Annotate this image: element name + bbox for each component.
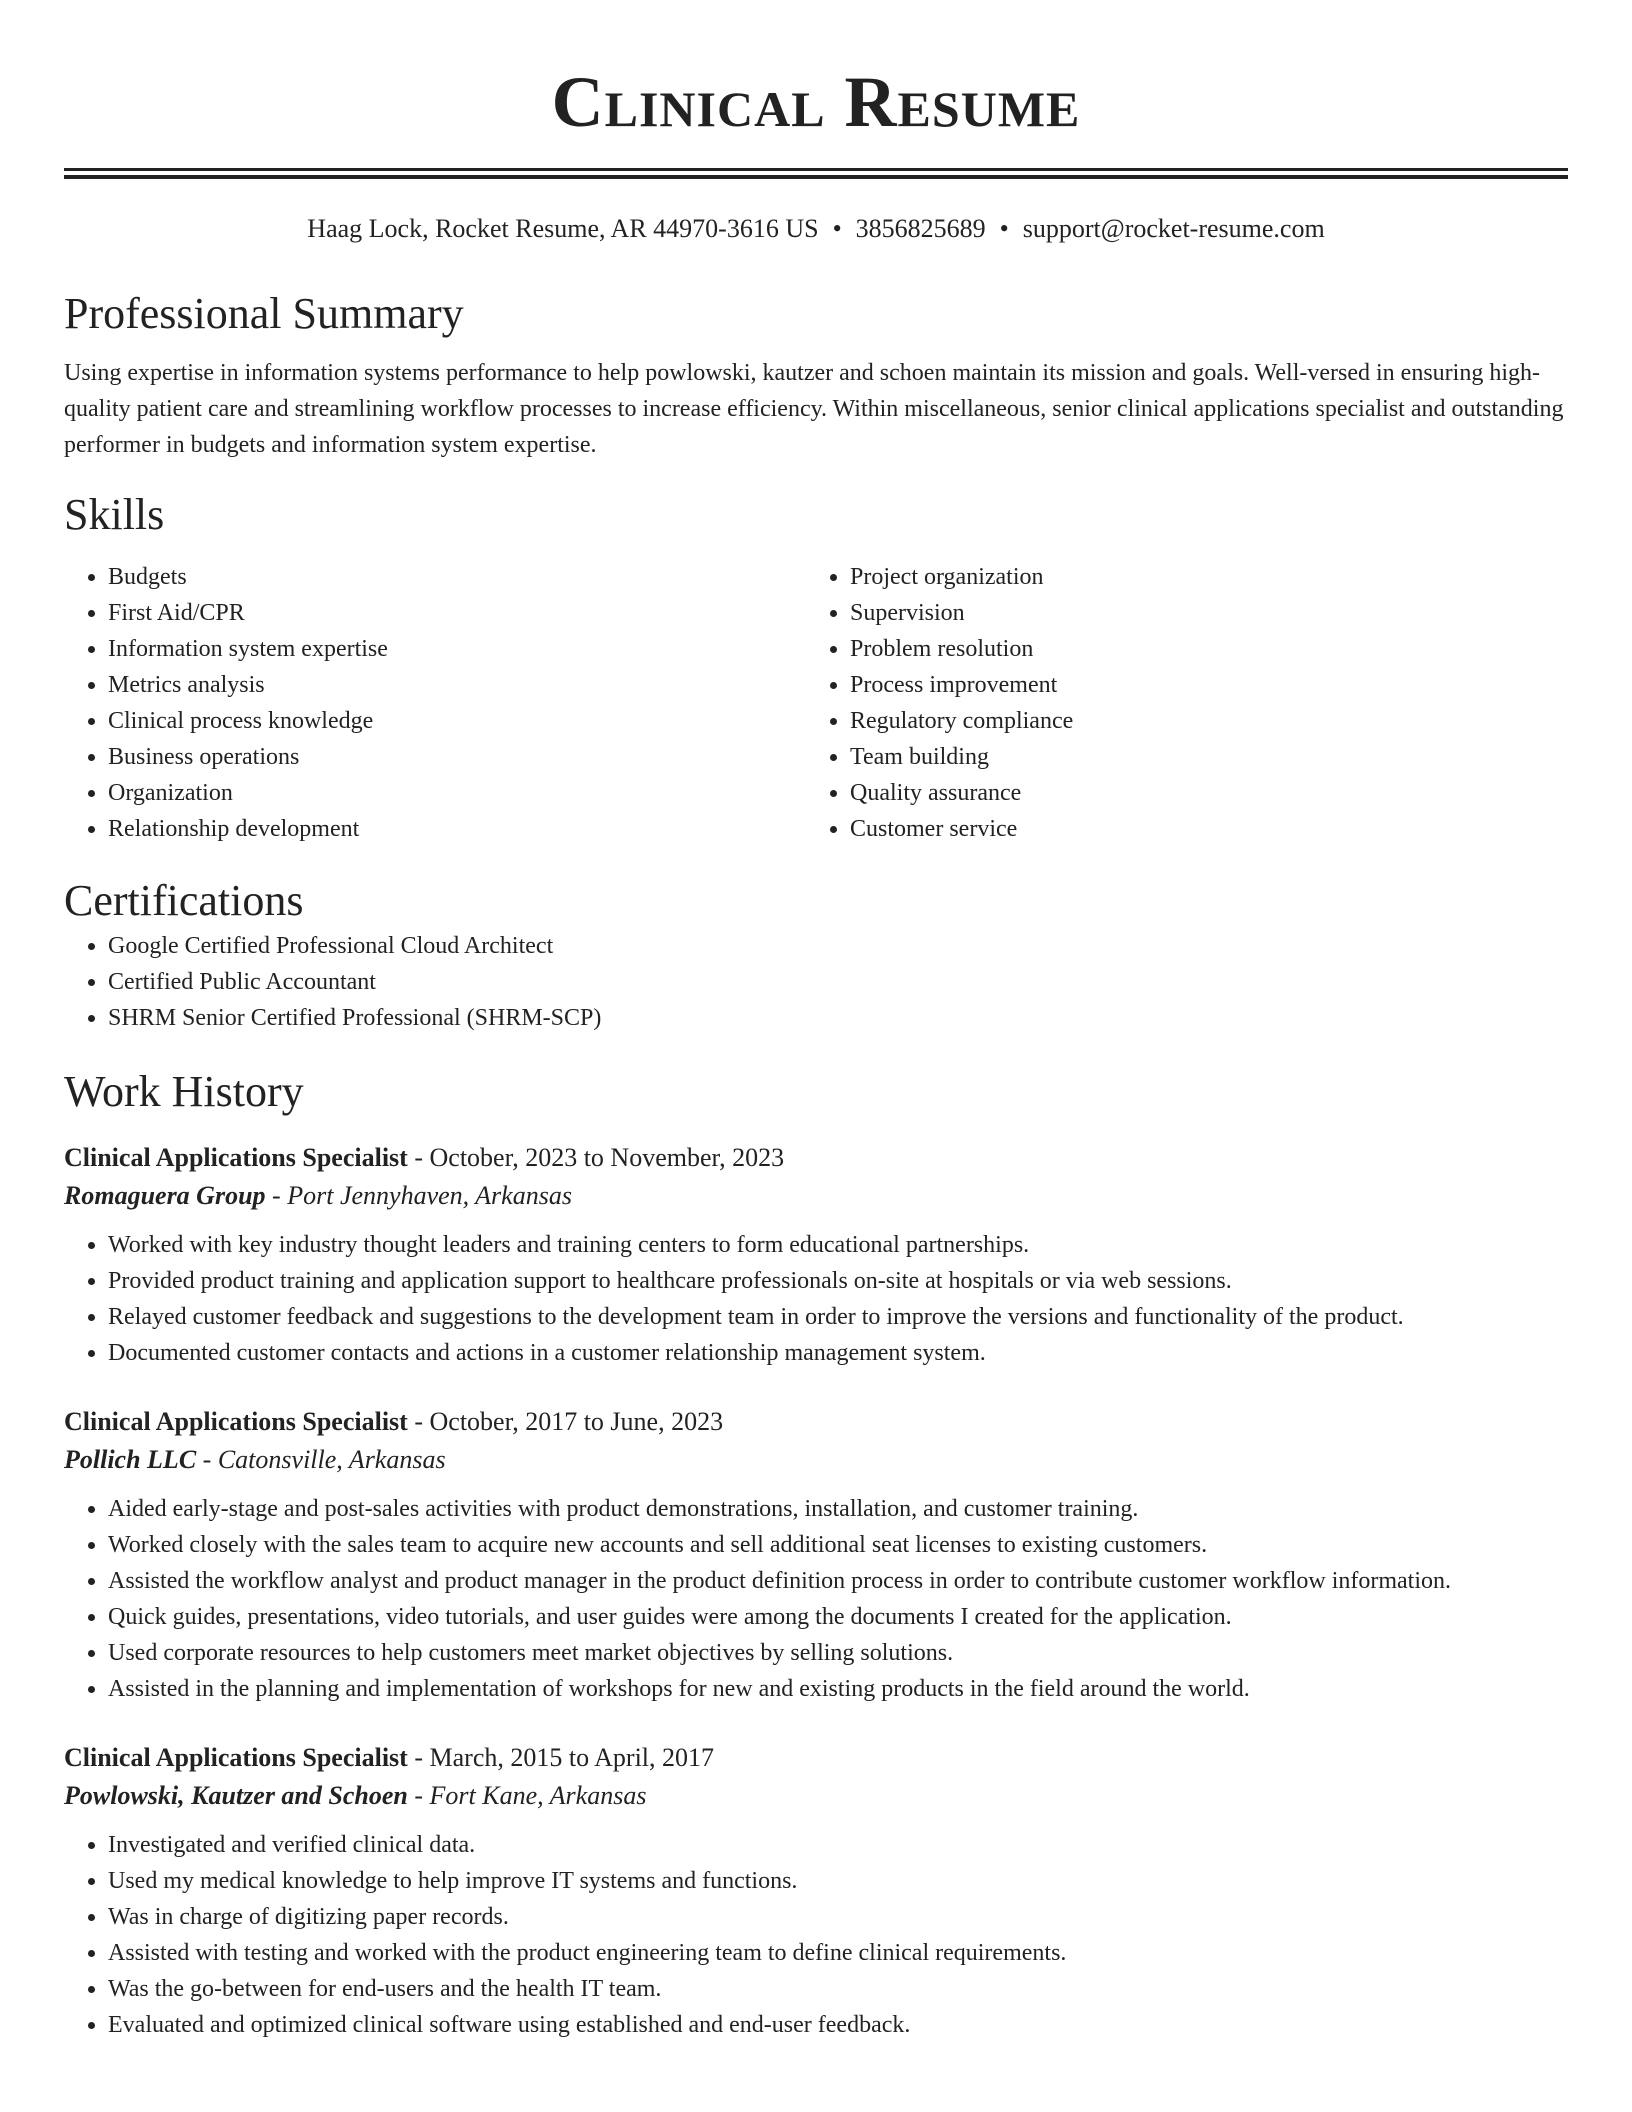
job-bullet: • Used my medical knowledge to help improve IT systems and functions.: [108, 1863, 1568, 1899]
skill-item: • Quality assurance: [850, 775, 1548, 811]
job-bullet: • Assisted in the planning and implementation of workshops for new and existing products in the field around the world.: [108, 1671, 1568, 1707]
skill-item: • Project organization: [850, 559, 1548, 595]
summary-heading: Professional Summary: [64, 288, 464, 338]
job-entry: [64, 1403, 1568, 1707]
job-bullets: [64, 1227, 1568, 1371]
job-dash: -: [202, 1444, 212, 1474]
resume-title: Clinical Resume: [551, 62, 1081, 142]
job-company-line: [64, 1777, 1568, 1815]
job-bullet: • Worked with key industry thought leaders and training centers to form educational partnerships.: [108, 1227, 1568, 1263]
certification-item: • Google Certified Professional Cloud Architect: [108, 928, 1568, 964]
certification-item: • Certified Public Accountant: [108, 964, 1568, 1000]
skill-item: • Metrics analysis: [108, 667, 806, 703]
contact-line: [64, 212, 1568, 246]
job-dash: -: [414, 1742, 423, 1772]
skills-list-right: [806, 559, 1548, 847]
skill-item: • Relationship development: [108, 811, 806, 847]
job-bullet: • Was the go-between for end-users and the health IT team.: [108, 1971, 1568, 2007]
skill-item: • Supervision: [850, 595, 1548, 631]
skill-item: • Business operations: [108, 739, 806, 775]
job-location: Catonsville, Arkansas: [217, 1444, 446, 1474]
contact-address: Haag Lock, Rocket Resume, AR 44970-3616 US: [307, 214, 819, 243]
work-history-heading: Work History: [64, 1067, 304, 1117]
skill-item: • First Aid/CPR: [108, 595, 806, 631]
skill-item: • Regulatory compliance: [850, 703, 1548, 739]
job-bullet: • Investigated and verified clinical data.: [108, 1827, 1568, 1863]
job-dash: -: [414, 1780, 424, 1810]
job-bullet: • Documented customer contacts and actions in a customer relationship management system.: [108, 1335, 1568, 1371]
job-entry: [64, 1739, 1568, 2043]
job-bullets: [64, 1491, 1568, 1707]
job-dates: October, 2023 to November, 2023: [429, 1142, 785, 1172]
skill-item: • Budgets: [108, 559, 806, 595]
job-role: Clinical Applications Specialist: [64, 1406, 408, 1436]
job-dash: -: [272, 1180, 281, 1210]
summary-text: Using expertise in information systems performance to help powlowski, kautzer and schoen maintain its mission and goals. Well-versed in ensuring high-quality patient care and streamlining workflow processes to increase efficiency. Within miscellaneous, senior clinical applications specialist and outstanding performer in budgets and information system expertise.: [64, 359, 1564, 458]
job-dash: -: [414, 1142, 423, 1172]
skill-item: • Process improvement: [850, 667, 1548, 703]
job-dates: March, 2015 to April, 2017: [429, 1742, 715, 1772]
job-bullet: • Provided product training and application support to healthcare professionals on-site at hospitals or via web sessions.: [108, 1263, 1568, 1299]
contact-phone: 3856825689: [855, 214, 986, 243]
job-company: Pollich LLC: [64, 1444, 197, 1474]
job-entry: [64, 1139, 1568, 1371]
skills-columns: [64, 559, 1568, 847]
skill-item: • Organization: [108, 775, 806, 811]
certification-item: • SHRM Senior Certified Professional (SHRM-SCP): [108, 1000, 1568, 1036]
job-location: Fort Kane, Arkansas: [429, 1780, 647, 1810]
skills-heading: Skills: [64, 489, 165, 539]
job-bullet: • Used corporate resources to help customers meet market objectives by selling solutions.: [108, 1635, 1568, 1671]
job-bullet: • Was in charge of digitizing paper records.: [108, 1899, 1568, 1935]
job-bullets: [64, 1827, 1568, 2043]
job-header: [64, 1739, 1568, 1777]
job-bullet: • Quick guides, presentations, video tutorials, and user guides were among the documents I created for the application.: [108, 1599, 1568, 1635]
skill-item: • Clinical process knowledge: [108, 703, 806, 739]
title-divider: [64, 168, 1568, 179]
job-header: [64, 1139, 1568, 1177]
skill-item: • Information system expertise: [108, 631, 806, 667]
contact-separator: •: [832, 214, 842, 243]
job-company: Romaguera Group: [64, 1180, 266, 1210]
job-company-line: [64, 1177, 1568, 1215]
job-bullet: • Assisted with testing and worked with the product engineering team to define clinical requirements.: [108, 1935, 1568, 1971]
job-bullet: • Relayed customer feedback and suggestions to the development team in order to improve the versions and functionality of the product.: [108, 1299, 1568, 1335]
certifications-list: [64, 928, 1568, 1036]
job-role: Clinical Applications Specialist: [64, 1742, 408, 1772]
contact-separator: •: [999, 214, 1009, 243]
job-dates: October, 2017 to June, 2023: [429, 1406, 724, 1436]
skills-list-left: [64, 559, 806, 847]
job-bullet: • Assisted the workflow analyst and product manager in the product definition process in order to contribute customer workflow information.: [108, 1563, 1568, 1599]
job-dash: -: [414, 1406, 423, 1436]
skill-item: • Customer service: [850, 811, 1548, 847]
job-header: [64, 1403, 1568, 1441]
skill-item: • Problem resolution: [850, 631, 1548, 667]
job-location: Port Jennyhaven, Arkansas: [287, 1180, 572, 1210]
job-bullet: • Worked closely with the sales team to acquire new accounts and sell additional seat licenses to existing customers.: [108, 1527, 1568, 1563]
job-company-line: [64, 1441, 1568, 1479]
contact-email: support@rocket-resume.com: [1022, 214, 1325, 243]
job-company: Powlowski, Kautzer and Schoen: [64, 1780, 408, 1810]
job-role: Clinical Applications Specialist: [64, 1142, 408, 1172]
job-bullet: • Evaluated and optimized clinical software using established and end-user feedback.: [108, 2007, 1568, 2043]
skill-item: • Team building: [850, 739, 1548, 775]
certifications-heading: Certifications: [64, 876, 304, 926]
job-bullet: • Aided early-stage and post-sales activities with product demonstrations, installation, and customer training.: [108, 1491, 1568, 1527]
